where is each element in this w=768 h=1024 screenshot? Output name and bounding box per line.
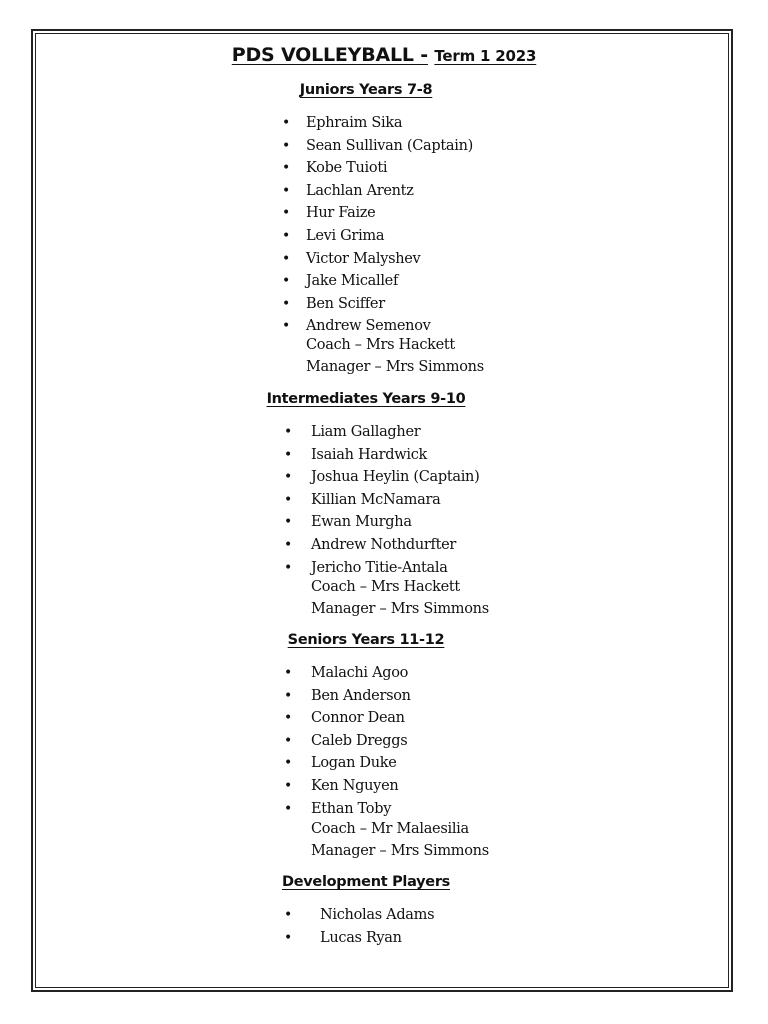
player-name: Joshua Heylin (Captain) [311, 469, 480, 486]
bullet-dot-icon: • [284, 907, 292, 923]
bullet-dot-icon: • [282, 160, 290, 177]
list-item [282, 180, 473, 203]
player-name: Levi Grima [306, 227, 385, 244]
development-heading: Development Players [281, 874, 451, 890]
player-name: Malachi Agoo [311, 665, 409, 681]
player-name: Isaiah Hardwick [311, 446, 428, 463]
list-item [282, 225, 473, 248]
list-item [284, 730, 411, 753]
intermediates-heading: Intermediates Years 9-10 [266, 391, 466, 407]
player-name: Jericho Titie-Antala [311, 559, 448, 576]
seniors-heading: Seniors Years 11-12 [287, 632, 445, 648]
list-item [284, 534, 479, 557]
bullet-dot-icon: • [284, 800, 292, 817]
player-name: Kobe Tuioti [306, 160, 388, 177]
juniors-player-list [282, 112, 473, 338]
page-title [0, 44, 768, 66]
bullet-dot-icon: • [284, 559, 292, 576]
juniors-heading: Juniors Years 7-8 [299, 82, 433, 98]
player-name: Hur Faize [306, 205, 376, 222]
seniors-staff [311, 819, 489, 862]
bullet-dot-icon: • [284, 665, 292, 681]
player-name: Nicholas Adams [320, 907, 435, 923]
list-item [284, 466, 480, 489]
bullet-dot-icon: • [282, 205, 290, 222]
list-item [284, 557, 479, 580]
player-name: Connor Dean [311, 710, 405, 727]
bullet-dot-icon: • [284, 929, 292, 946]
player-name: Lucas Ryan [320, 929, 402, 946]
player-name: Ephraim Sika [306, 115, 403, 131]
player-name: Logan Duke [311, 755, 397, 772]
bullet-dot-icon: • [284, 514, 292, 531]
intermediates-coach: Coach – Mrs Hackett [311, 579, 460, 595]
player-name: Ben Anderson [311, 687, 411, 704]
intermediates-manager: Manager – Mrs Simmons [311, 600, 489, 617]
player-name: Ewan Murgha [311, 514, 412, 531]
list-item [284, 685, 411, 708]
list-item [284, 927, 434, 950]
bullet-dot-icon: • [284, 710, 292, 727]
list-item [282, 157, 473, 180]
bullet-dot-icon: • [284, 687, 292, 704]
bullet-dot-icon: • [284, 446, 292, 463]
player-name: Liam Gallagher [311, 424, 421, 440]
bullet-dot-icon: • [284, 491, 292, 508]
list-item [282, 293, 473, 316]
bullet-dot-icon: • [284, 777, 292, 794]
title-term: Term 1 2023 [434, 47, 537, 65]
list-item [284, 798, 411, 821]
player-name: Ben Sciffer [306, 295, 385, 312]
development-player-list [284, 904, 435, 949]
player-name: Victor Malyshev [306, 250, 421, 267]
player-name: Killian McNamara [311, 491, 441, 508]
bullet-dot-icon: • [282, 182, 290, 199]
player-name: Sean Sullivan (Captain) [306, 137, 473, 154]
player-name: Ethan Toby [311, 800, 392, 817]
list-item [284, 421, 479, 444]
bullet-dot-icon: • [282, 250, 290, 267]
bullet-dot-icon: • [284, 732, 292, 749]
bullet-dot-icon: • [284, 469, 292, 486]
juniors-staff [306, 335, 484, 378]
bullet-dot-icon: • [284, 424, 292, 440]
bullet-dot-icon: • [282, 295, 290, 312]
player-name: Andrew Nothdurfter [311, 536, 457, 553]
list-item [284, 752, 411, 775]
list-item [284, 662, 411, 685]
list-item [284, 904, 435, 927]
title-main: PDS VOLLEYBALL - [231, 44, 428, 66]
player-name: Ken Nguyen [311, 777, 399, 794]
bullet-dot-icon: • [284, 536, 292, 553]
juniors-coach: Coach – Mrs Hackett [306, 337, 455, 353]
list-item [284, 444, 479, 467]
player-name: Caleb Dreggs [311, 732, 408, 749]
bullet-dot-icon: • [282, 273, 290, 290]
bullet-dot-icon: • [282, 115, 290, 131]
bullet-dot-icon: • [282, 137, 290, 154]
player-name: Lachlan Arentz [306, 182, 414, 199]
intermediates-player-list [284, 421, 480, 579]
list-item [284, 707, 411, 730]
bullet-dot-icon: • [282, 318, 290, 335]
seniors-coach: Coach – Mr Malaesilia [311, 821, 469, 837]
list-item [282, 135, 473, 158]
list-item [284, 775, 411, 798]
bullet-dot-icon: • [282, 227, 290, 244]
list-item [282, 202, 473, 225]
seniors-manager: Manager – Mrs Simmons [311, 842, 489, 859]
juniors-manager: Manager – Mrs Simmons [306, 358, 484, 375]
seniors-player-list [284, 662, 411, 820]
intermediates-staff [311, 577, 489, 620]
player-name: Andrew Semenov [306, 318, 431, 335]
list-item [284, 511, 479, 534]
list-item [282, 270, 473, 293]
player-name: Jake Micallef [306, 273, 399, 290]
list-item [282, 112, 473, 135]
list-item [284, 489, 479, 512]
bullet-dot-icon: • [284, 755, 292, 772]
list-item [282, 248, 473, 271]
